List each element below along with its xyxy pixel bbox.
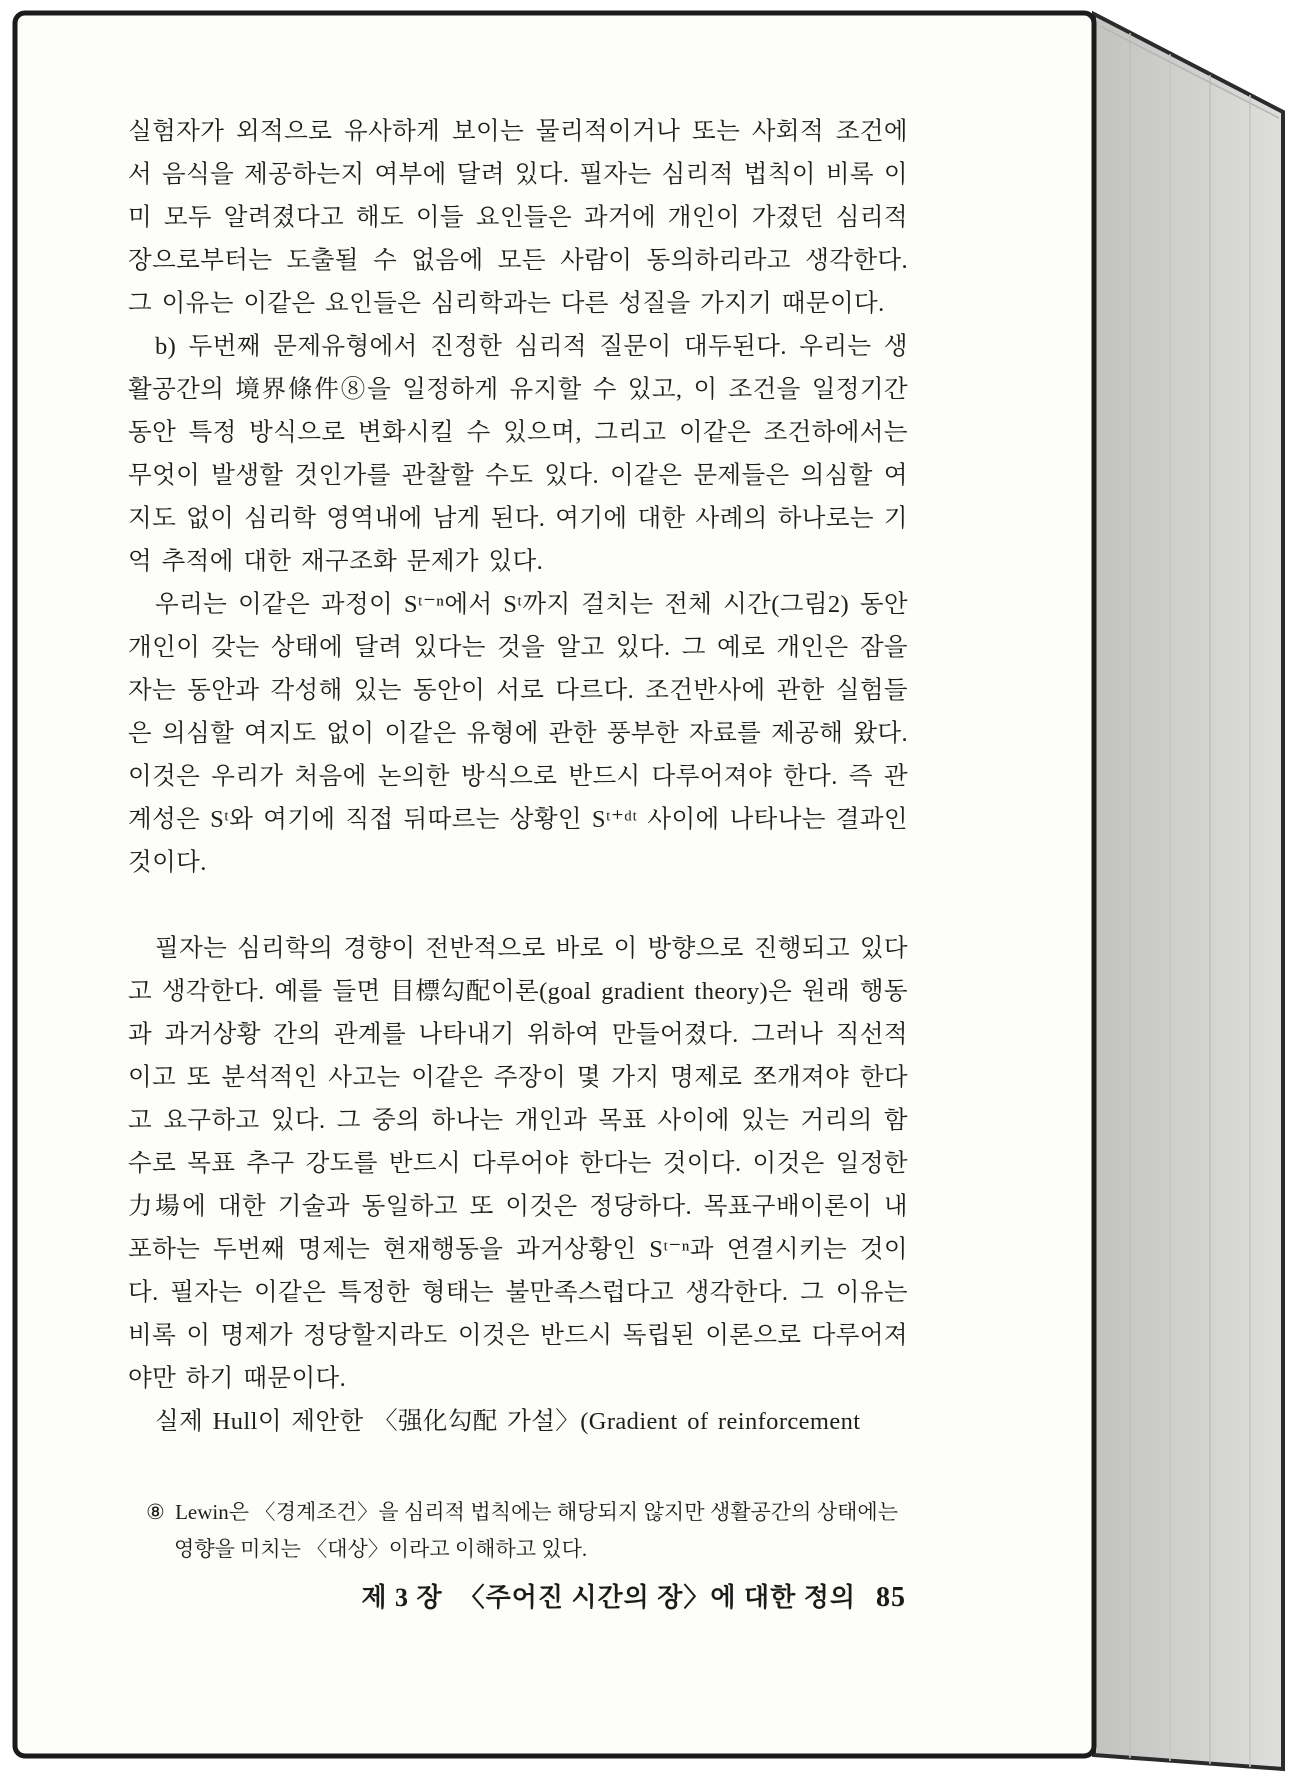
body-paragraph: 실험자가 외적으로 유사하게 보이는 물리적이거나 또는 사회적 조건에서 음식을 제공하는지 여부에 달려 있다. 필자는 심리적 법칙이 비록 이미 모두 알려졌다고 해도 이들 요인들은 과거에 개인이 가졌던 심리적 장으로부터는 도출될 수 없음에 모든 사람이 동의하리라고 생각한다. 그 이유는 이같은 요인들은 심리학과는 다른 성질을 가지기 때문이다. (128, 118, 908, 317)
footnote-text: Lewin은 〈경계조건〉을 심리적 법칙에는 해당되지 않지만 생활공간의 상태에는 영향을 미치는 〈대상〉이라고 이해하고 있다. (174, 1500, 898, 1561)
body-text-block (128, 110, 908, 1443)
footer-chapter-label: 제 3 장 (361, 1583, 443, 1612)
body-paragraph: 실제 Hull이 제안한 〈强化勾配 가설〉(Gradient of reinforcement (155, 1408, 861, 1435)
running-footer (128, 1576, 906, 1619)
footer-section-title: 〈주어진 시간의 장〉에 대한 정의 (458, 1583, 856, 1612)
body-paragraph: b) 두번째 문제유형에서 진정한 심리적 질문이 대두된다. 우리는 생활공간의 境界條件⑧을 일정하게 유지할 수 있고, 이 조건을 일정기간 동안 특정 방식으로 변화시킬 수 있으며, 그리고 이같은 조건하에서는 무엇이 발생할 것인가를 관찰할 수도 있다. 이같은 문제들은 의심할 여지도 없이 심리학 영역내에 남게 된다. 여기에 대한 사례의 하나로는 기억 추적에 대한 재구조화 문제가 있다. (128, 333, 908, 575)
body-paragraph: 필자는 심리학의 경향이 전반적으로 바로 이 방향으로 진행되고 있다고 생각한다. 예를 들면 目標勾配이론(goal gradient theory)은 원래 행동과 과거상황 간의 관계를 나타내기 위하여 만들어졌다. 그러나 직선적이고 또 분석적인 사고는 이같은 주장이 몇 가지 명제로 쪼개져야 한다고 요구하고 있다. 그 중의 하나는 개인과 목표 사이에 있는 거리의 함수로 목표 추구 강도를 반드시 다루어야 한다는 것이다. 이것은 일정한 力場에 대한 기술과 동일하고 또 이것은 정당하다. 목표구배이론이 내포하는 두번째 명제는 현재행동을 과거상황인 Sᵗ⁻ⁿ과 연결시키는 것이다. 필자는 이같은 특정한 형태는 불만족스럽다고 생각한다. 그 이유는 비록 이 명제가 정당할지라도 이것은 반드시 독립된 이론으로 다루어져야만 하기 때문이다. (128, 935, 908, 1392)
footnote-marker: ⑧ (146, 1500, 166, 1524)
page-number: 85 (876, 1582, 906, 1613)
footnote (128, 1494, 898, 1568)
body-paragraph: 우리는 이같은 과정이 Sᵗ⁻ⁿ에서 Sᵗ까지 걸치는 전체 시간(그림2) 동안 개인이 갖는 상태에 달려 있다는 것을 알고 있다. 그 예로 개인은 잠을 자는 동안과 각성해 있는 동안이 서로 다르다. 조건반사에 관한 실험들은 의심할 여지도 없이 이같은 유형에 관한 풍부한 자료를 제공해 왔다. 이것은 우리가 처음에 논의한 방식으로 반드시 다루어져야 한다. 즉 관계성은 Sᵗ와 여기에 직접 뒤따르는 상황인 Sᵗ⁺ᵈᵗ 사이에 나타나는 결과인 것이다. (128, 591, 908, 876)
